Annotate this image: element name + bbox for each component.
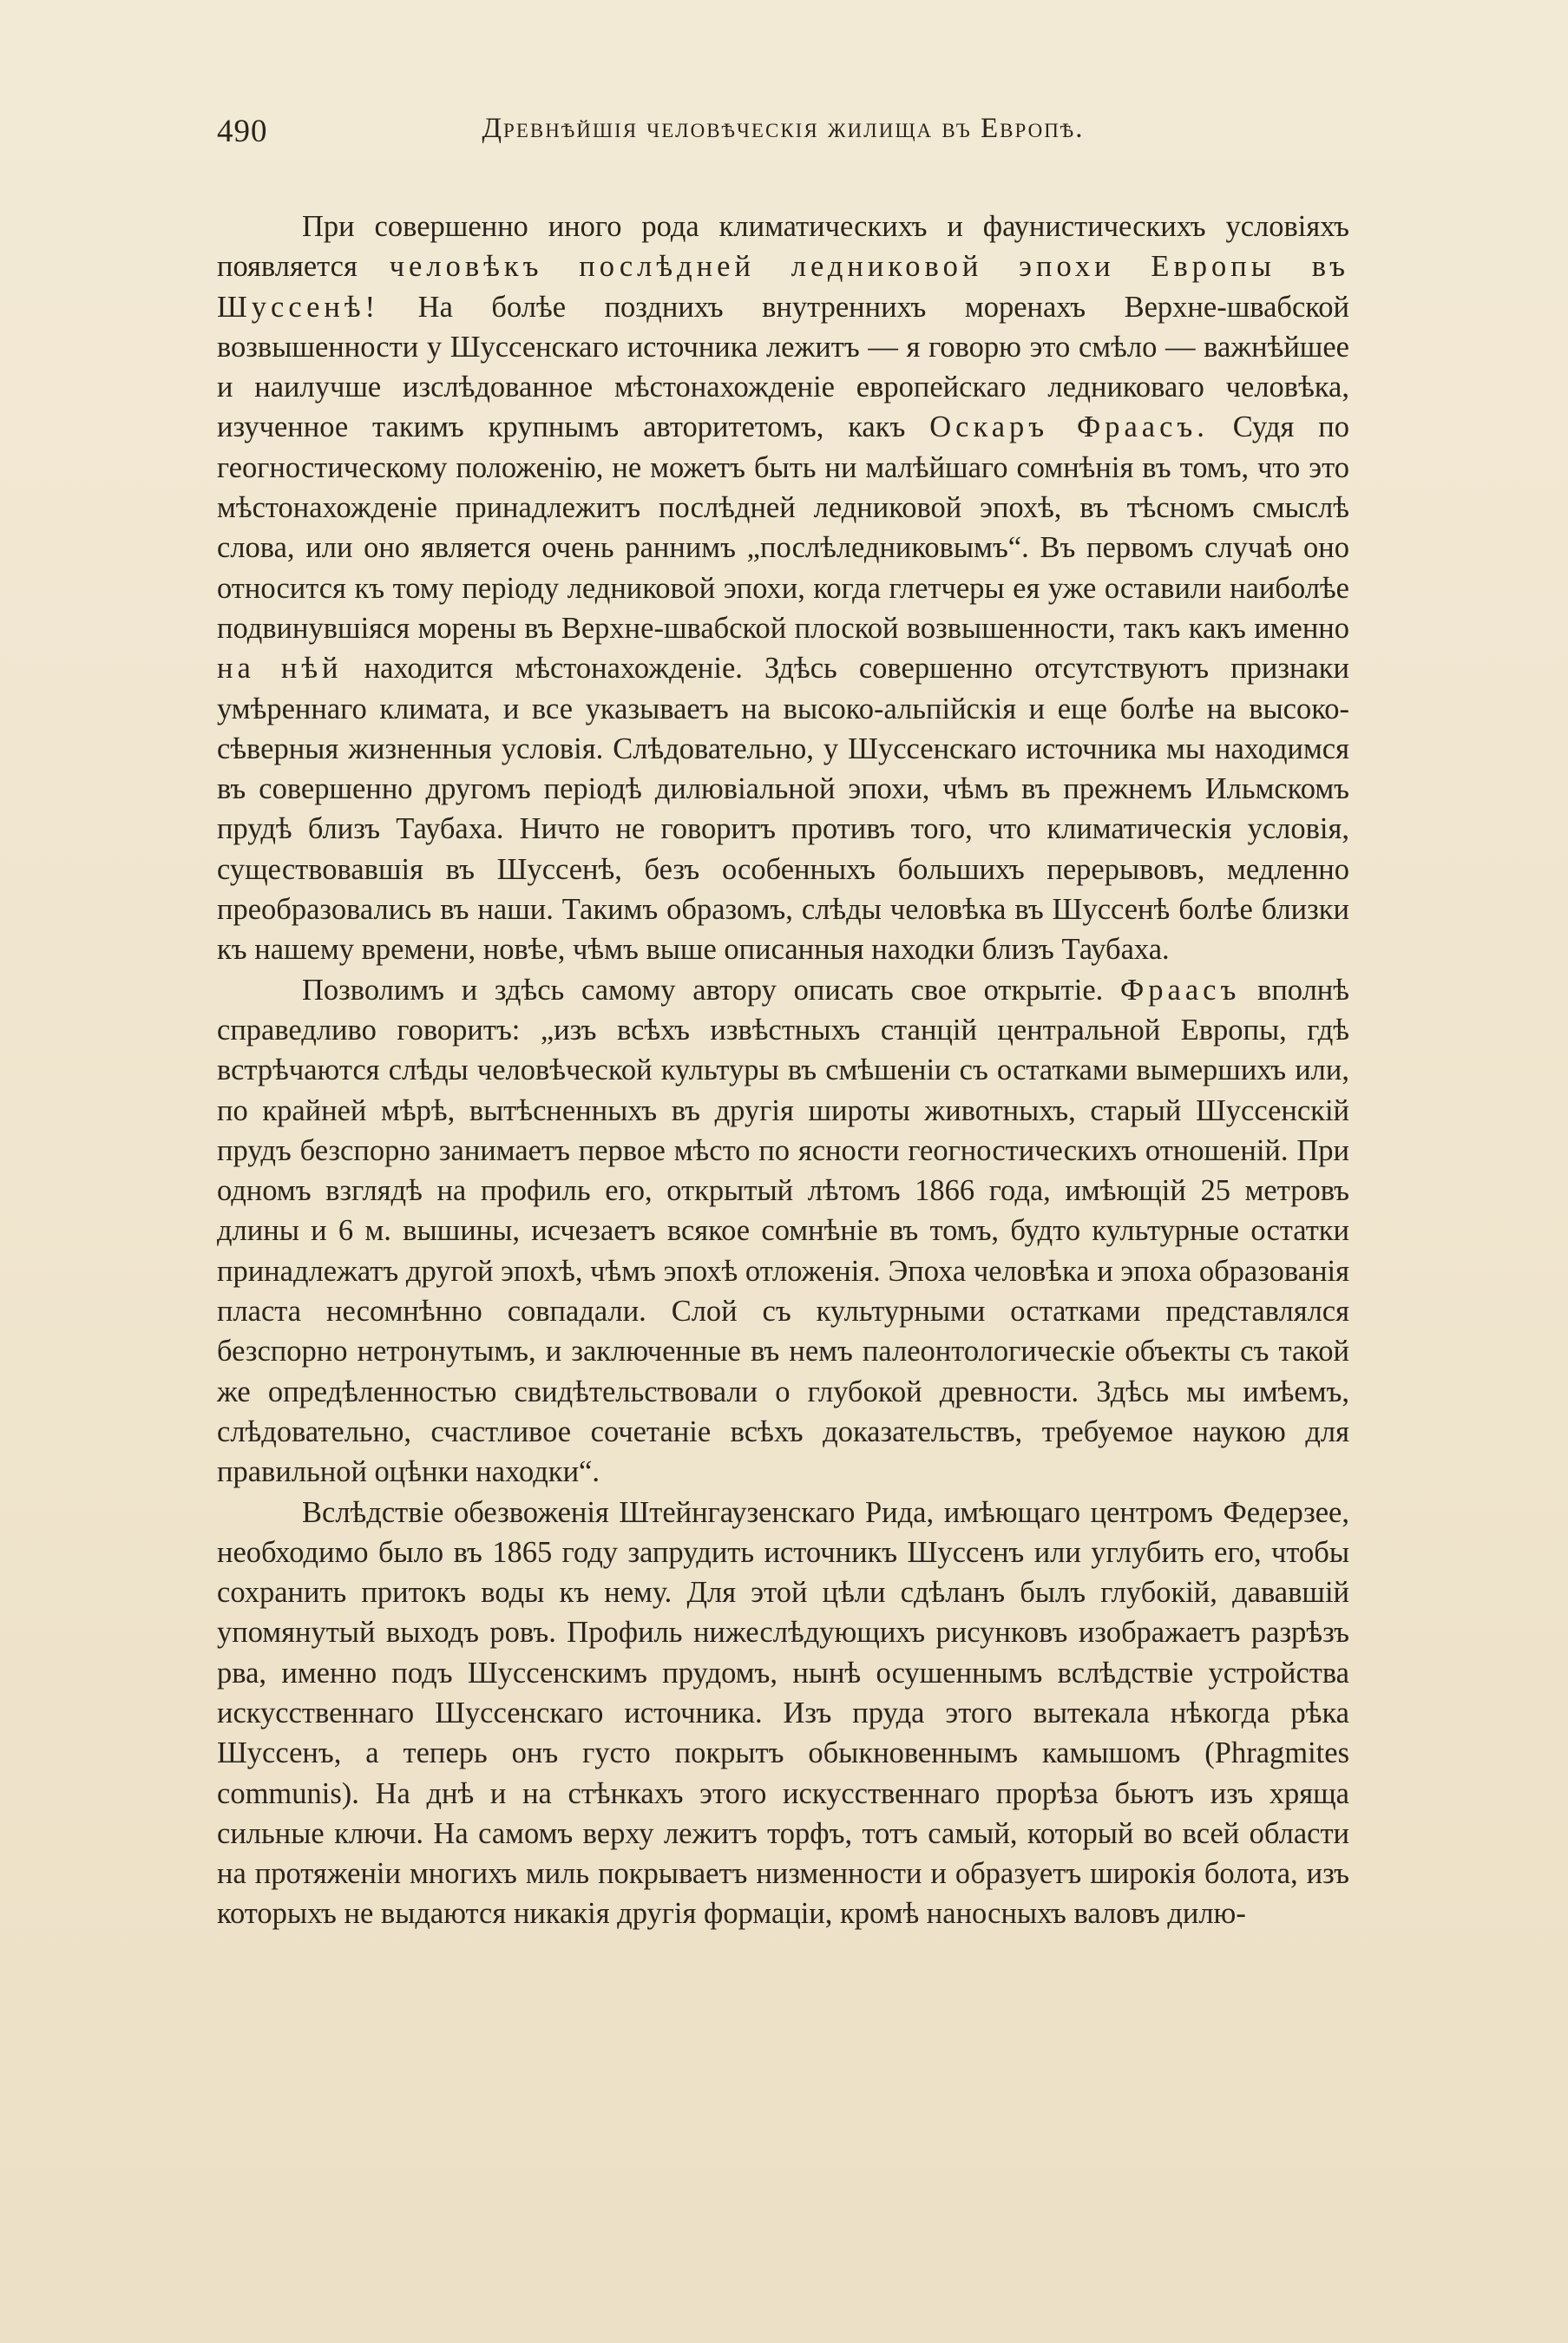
page-header <box>217 113 1349 165</box>
spaced-emphasis: человѣкъ послѣдней ледниковой эпохи Европы въ Шуссенѣ! <box>217 250 1350 324</box>
text-run: Позволимъ и здѣсь самому автору описать свое открытіе. <box>302 973 1120 1007</box>
text-run: находится мѣстонахожденіе. Здѣсь совершенно отсутствуютъ признаки умѣреннаго климата, и все указываетъ на высоко-альпійскія и еще болѣе на высоко-сѣверныя жизненныя условія. Слѣдовательно, у Шуссенскаго источника мы находимся въ совершенно другомъ періодѣ дилювіальной эпохи, чѣмъ въ прежнемъ Ильмскомъ прудѣ близъ Таубаха. Ничто не говоритъ противъ того, что климатическія условія, существовавшія въ Шуссенѣ, безъ особенныхъ большихъ перерывовъ, медленно преобразовались въ наши. Такимъ образомъ, слѣды человѣка въ Шуссенѣ болѣе близки къ нашему времени, новѣе, чѣмъ выше описанныя находки близъ Таубаха. <box>217 652 1349 967</box>
paragraph <box>217 970 1349 1493</box>
text-run: вполнѣ справедливо говоритъ: „изъ всѣхъ извѣстныхъ станцій центральной Европы, гдѣ встрѣчаются слѣды человѣческой культуры въ смѣшеніи съ остатками вымершихъ или, по крайней мѣрѣ, вытѣсненныхъ въ другія широты животныхъ, старый Шуссенскій прудъ безспорно занимаетъ первое мѣсто по ясности геогностическихъ отношеній. При одномъ взглядѣ на профиль его, открытый лѣтомъ 1866 года, имѣющій 25 метровъ длины и 6 м. вышины, исчезаетъ всякое сомнѣніе въ томъ, будто культурные остатки принадлежатъ другой эпохѣ, чѣмъ эпохѣ отложенія. Эпоха человѣка и эпоха образованія пласта несомнѣнно совпадали. Слой съ культурными остатками представлялся безспорно нетронутымъ, и заключенные въ немъ палеонтологическіе объекты съ такой же опредѣленностью свидѣтельствовали о глубокой древности. Здѣсь мы имѣемъ, слѣдовательно, счастливое сочетаніе всѣхъ доказательствъ, требуемое наукою для правильной оцѣнки находки“. <box>217 973 1349 1489</box>
text-run: Вслѣдствіе обезвоженія Штейнгаузенскаго Рида, имѣющаго центромъ Федерзее, необходимо было въ 1865 году запрудить источникъ Шуссенъ или углубить его, чтобы сохранить притокъ воды къ нему. Для этой цѣли сдѣланъ былъ глубокій, дававшій упомянутый выходъ ровъ. Профиль нижеслѣдующихъ рисунковъ изображаетъ разрѣзъ рва, именно подъ Шуссенскимъ прудомъ, нынѣ осушеннымъ вслѣдствіе устройства искусственнаго Шуссенскаго источника. Изъ пруда этого вытекала нѣкогда рѣка Шуссенъ, а теперь онъ густо покрытъ обыкновеннымъ камышомъ (Phragmites communis). На днѣ и на стѣнкахъ этого искусственнаго прорѣза бьютъ изъ хряща сильные ключи. На самомъ верху лежитъ торфъ, тотъ самый, который во всей области на протяженіи многихъ миль покрываетъ низменности и образуетъ широкія болота, изъ которыхъ не выдаются никакія другія формаціи, кромѣ наносныхъ валовъ дилю- <box>217 1495 1349 1931</box>
text-run: При совершенно иного рода климатическихъ и фаунистическихъ условіяхъ появляется <box>217 210 1349 284</box>
running-title: Древнѣйшія человѣческія жилища въ Европѣ. <box>482 113 1085 144</box>
page-number: 490 <box>217 114 268 149</box>
spaced-emphasis: Оскаръ Фраасъ. <box>929 410 1209 444</box>
text-run: На болѣе позднихъ внутреннихъ моренахъ Верхне-швабской возвышенности у Шуссенскаго источника лежитъ — я говорю это смѣло — важнѣйшее и наилучше изслѣдованное мѣстонахожденіе европейскаго ледниковаго человѣка, изученное такимъ крупнымъ авторитетомъ, какъ <box>217 290 1349 444</box>
spaced-emphasis: на нѣй <box>217 652 343 686</box>
text-run: Судя по геогностическому положенію, не можетъ быть ни малѣйшаго сомнѣнія въ томъ, что это мѣстонахожденіе принадлежитъ послѣдней ледниковой эпохѣ, въ тѣсномъ смыслѣ слова, или оно является очень раннимъ „послѣледниковымъ“. Въ первомъ случаѣ оно относится къ тому періоду ледниковой эпохи, когда глетчеры ея уже оставили наиболѣе подвинувшіяся морены въ Верхне-швабской плоской возвышенности, такъ какъ именно <box>217 410 1349 645</box>
paragraph <box>217 1493 1349 1934</box>
spaced-emphasis: Фраасъ <box>1120 973 1241 1007</box>
paragraph <box>217 207 1349 970</box>
body-text <box>217 207 1349 1934</box>
